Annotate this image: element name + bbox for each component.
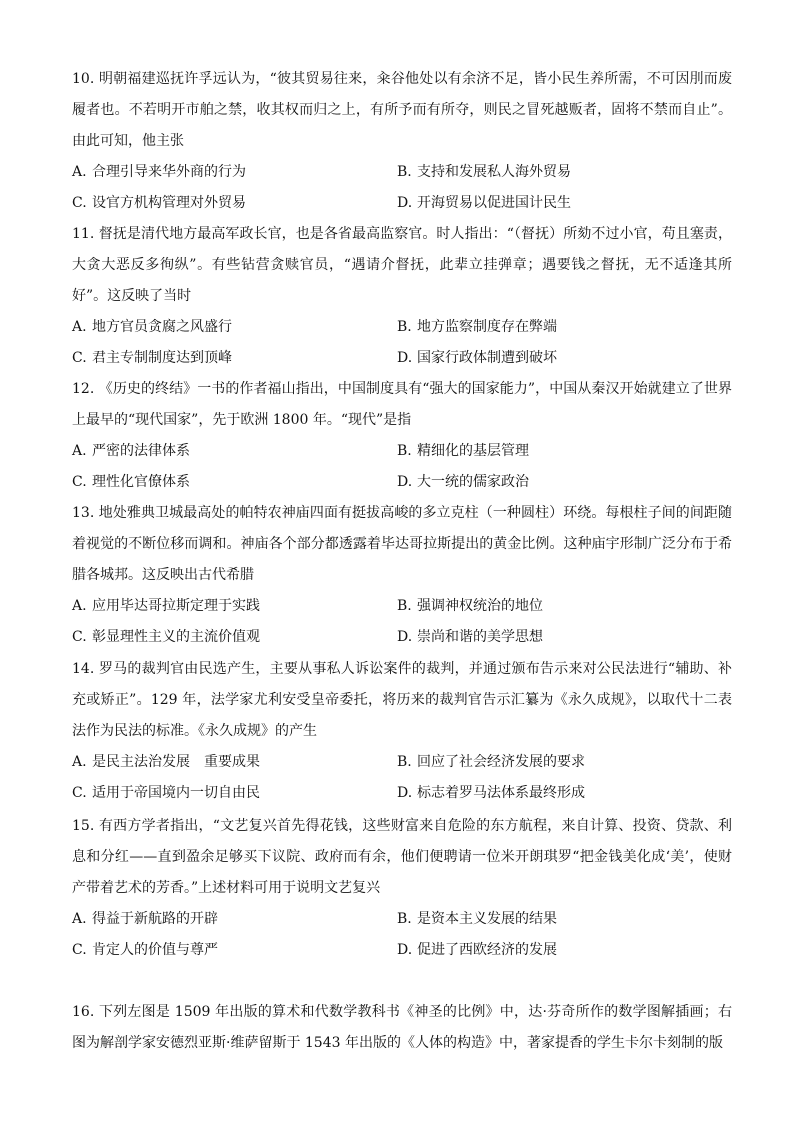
option-letter: A. [72, 911, 87, 927]
option-letter: C. [72, 195, 87, 211]
option-letter: A. [72, 164, 87, 180]
option-text: 严密的法律体系 [92, 443, 190, 459]
question-stem: 14. 罗马的裁判官由民选产生，主要从事私人诉讼案件的裁判，并通过颁布告示来对公民法进行“辅助、补充或矫正”。129 年，法学家尤利安受皇帝委托，将历来的裁判官告示汇纂为《永久成规》，以取代十二表法作为民法的标准。《永久成规》的产生 [72, 661, 732, 739]
question-11 [72, 219, 732, 374]
option-a[interactable] [72, 747, 260, 778]
option-letter: D. [397, 195, 413, 211]
option-letter: B. [397, 164, 412, 180]
question-stem: 16. 下列左图是 1509 年出版的算术和代数学教科书《神圣的比例》中，达·芬奇所作的数学图解插画；右图为解剖学家安德烈亚斯·维萨留斯于 1543 年出版的《人体的构造》中，著家提香的学生卡尔卡刻制的版 [72, 1004, 732, 1051]
option-c[interactable] [72, 935, 218, 966]
option-letter: A. [72, 319, 87, 335]
option-b[interactable] [397, 591, 543, 622]
option-letter: D. [397, 629, 413, 645]
option-c[interactable] [72, 188, 246, 219]
options-grid [72, 747, 732, 809]
question-stem: 15. 有西方学者指出，“文艺复兴首先得花钱，这些财富来自危险的东方航程，来自计算、投资、贷款、利息和分红——直到盈余足够买下议院、政府而有余，他们便聘请一位米开朗琪罗“把金钱美化成‘美’，使财产带着艺术的芳香。”上述材料可用于说明文艺复兴 [72, 818, 732, 896]
options-grid [72, 157, 732, 219]
option-letter: D. [397, 785, 413, 801]
option-b[interactable] [397, 312, 557, 343]
option-text: 崇尚和谐的美学思想 [417, 629, 543, 645]
option-text: 是民主法治发展 重要成果 [92, 754, 260, 770]
option-text: 支持和发展私人海外贸易 [417, 164, 571, 180]
option-text: 开海贸易以促进国计民生 [417, 195, 571, 211]
option-a[interactable] [72, 312, 232, 343]
question-stem: 10. 明朝福建巡抚许孚远认为，“彼其贸易往来，籴谷他处以有余济不足，皆小民生养所需，不可因刖而废履者也。不若明开市舶之禁，收其权而归之上，有所予而有所夺，则民之冒死越贩者，固将不禁而自止”。由此可知，他主张 [72, 71, 732, 149]
option-letter: B. [397, 598, 412, 614]
option-c[interactable] [72, 622, 260, 653]
question-14 [72, 654, 732, 809]
question-16 [72, 997, 732, 1059]
option-b[interactable] [397, 747, 585, 778]
question-10 [72, 64, 732, 219]
question-stem: 12. 《历史的终结》一书的作者福山指出，中国制度具有“强大的国家能力”，中国从秦汉开始就建立了世界上最早的“现代国家”，先于欧洲 1800 年。“现代”是指 [72, 381, 732, 428]
option-d[interactable] [397, 622, 543, 653]
option-text: 标志着罗马法体系最终形成 [417, 785, 585, 801]
option-text: 是资本主义发展的结果 [417, 911, 557, 927]
option-b[interactable] [397, 436, 529, 467]
option-d[interactable] [397, 467, 529, 498]
option-text: 君主专制制度达到顶峰 [92, 350, 232, 366]
options-grid [72, 591, 732, 653]
question-13 [72, 498, 732, 653]
option-text: 地方官员贪腐之风盛行 [92, 319, 232, 335]
option-c[interactable] [72, 343, 232, 374]
option-a[interactable] [72, 904, 218, 935]
option-letter: A. [72, 443, 87, 459]
option-text: 合理引导来华外商的行为 [92, 164, 246, 180]
option-letter: D. [397, 942, 413, 958]
option-text: 应用毕达哥拉斯定理于实践 [92, 598, 260, 614]
option-text: 精细化的基层管理 [417, 443, 529, 459]
option-letter: C. [72, 350, 87, 366]
option-letter: C. [72, 942, 87, 958]
options-grid [72, 436, 732, 498]
question-15 [72, 811, 732, 966]
option-d[interactable] [397, 343, 557, 374]
options-grid [72, 904, 732, 966]
option-c[interactable] [72, 467, 190, 498]
question-12 [72, 374, 732, 498]
option-b[interactable] [397, 904, 557, 935]
option-text: 大一统的儒家政治 [417, 474, 529, 490]
option-d[interactable] [397, 935, 557, 966]
option-text: 理性化官僚体系 [92, 474, 190, 490]
option-letter: C. [72, 474, 87, 490]
option-d[interactable] [397, 778, 585, 809]
option-letter: D. [397, 350, 413, 366]
option-text: 适用于帝国境内一切自由民 [92, 785, 260, 801]
option-letter: C. [72, 785, 87, 801]
option-a[interactable] [72, 157, 246, 188]
question-stem: 13. 地处雅典卫城最高处的帕特农神庙四面有挺拔高峻的多立克柱（一种圆柱）环绕。每根柱子间的间距随着视觉的不断位移而调和。神庙各个部分都透露着毕达哥拉斯提出的黄金比例。这种庙宇形制广泛分布于希腊各城邦。这反映出古代希腊 [72, 505, 732, 583]
option-text: 设官方机构管理对外贸易 [92, 195, 246, 211]
option-text: 促进了西欧经济的发展 [417, 942, 557, 958]
option-d[interactable] [397, 188, 571, 219]
option-letter: B. [397, 443, 412, 459]
option-letter: A. [72, 598, 87, 614]
option-text: 肯定人的价值与尊严 [92, 942, 218, 958]
option-letter: C. [72, 629, 87, 645]
option-text: 得益于新航路的开辟 [92, 911, 218, 927]
option-text: 国家行政体制遭到破坏 [417, 350, 557, 366]
option-letter: D. [397, 474, 413, 490]
option-b[interactable] [397, 157, 571, 188]
option-a[interactable] [72, 591, 260, 622]
option-c[interactable] [72, 778, 260, 809]
option-letter: B. [397, 911, 412, 927]
option-text: 回应了社会经济发展的要求 [417, 754, 585, 770]
option-letter: A. [72, 754, 87, 770]
question-stem: 11. 督抚是清代地方最高军政长官，也是各省最高监察官。时人指出：“（督抚）所劾不过小官，苟且塞责，大贪大恶反多徇纵”。有些钻营贪赎官员，“遇请介督抚，此辈立挂弹章；遇要钱之督抚，无不适逢其所好”。这反映了当时 [72, 226, 732, 304]
option-text: 强调神权统治的地位 [417, 598, 543, 614]
option-letter: B. [397, 754, 412, 770]
option-text: 彰显理性主义的主流价值观 [92, 629, 260, 645]
options-grid [72, 312, 732, 374]
option-text: 地方监察制度存在弊端 [417, 319, 557, 335]
option-a[interactable] [72, 436, 190, 467]
option-letter: B. [397, 319, 412, 335]
